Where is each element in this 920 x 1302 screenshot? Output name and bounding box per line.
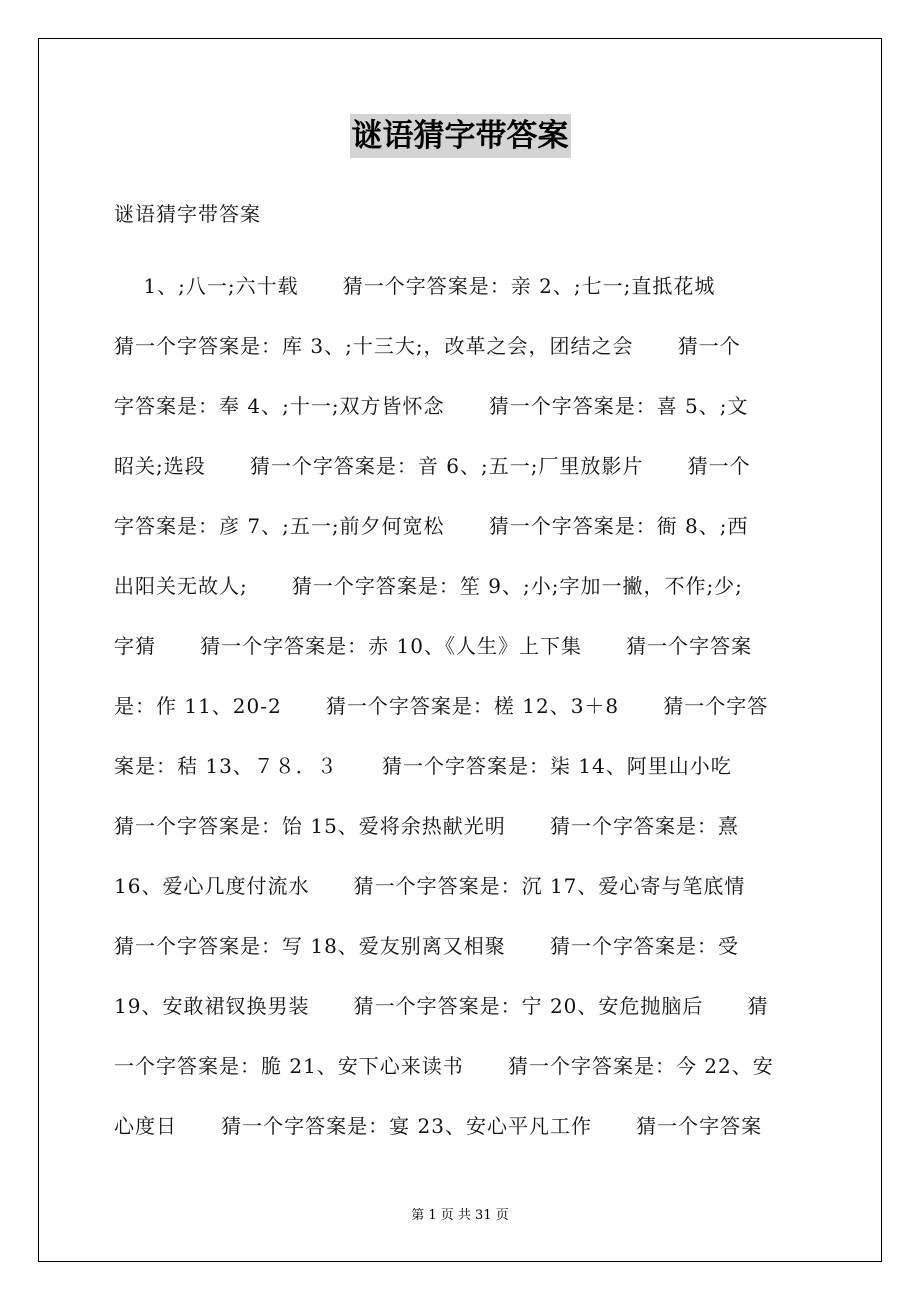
text-line: 心度日 猜一个字答案是：宴 23、安心平凡工作 猜一个字答案: [114, 1114, 763, 1138]
riddle-body: [114, 256, 814, 1156]
text-line: 16、爱心几度付流水 猜一个字答案是：沉 17、爱心寄与笔底情: [114, 874, 746, 898]
text-line: 出阳关无故人; 猜一个字答案是：笙 9、;小;字加一撇，不作;少;: [114, 574, 743, 598]
text-line: 1、;八一;六十载 猜一个字答案是：亲 2、;七一;直抵花城: [114, 274, 716, 298]
text-line: 猜一个字答案是：写 18、爱友别离又相聚 猜一个字答案是：受: [114, 934, 739, 958]
text-line: 字猜 猜一个字答案是：赤 10、《人生》上下集 猜一个字答案: [114, 634, 753, 658]
text-line: 一个字答案是：脆 21、安下心来读书 猜一个字答案是：今 22、安: [114, 1054, 774, 1078]
title-container: [0, 114, 920, 158]
text-line: 字答案是：彦 7、;五一;前夕何宽松 猜一个字答案是：衙 8、;西: [114, 514, 749, 538]
text-line: 是：作 11、20-2 猜一个字答案是：槎 12、3＋8 猜一个字答: [114, 694, 769, 718]
text-line: 19、安敢裙钗换男装 猜一个字答案是：宁 20、安危抛脑后 猜: [114, 994, 769, 1018]
document-title: 谜语猜字带答案: [350, 114, 571, 158]
text-line: 猜一个字答案是：饴 15、爱将余热献光明 猜一个字答案是：熹: [114, 814, 739, 838]
text-line: 昭关;选段 猜一个字答案是：音 6、;五一;厂里放影片 猜一个: [114, 454, 751, 478]
document-subtitle: 谜语猜字带答案: [114, 202, 261, 226]
text-line: 猜一个字答案是：库 3、;十三大;，改革之会，团结之会 猜一个: [114, 334, 741, 358]
text-line: 字答案是：奉 4、;十一;双方皆怀念 猜一个字答案是：喜 5、;文: [114, 394, 749, 418]
page-footer: 第 1 页 共 31 页: [411, 1208, 509, 1223]
text-line: 案是：秸 13、７８．３ 猜一个字答案是：柒 14、阿里山小吃: [114, 754, 732, 778]
